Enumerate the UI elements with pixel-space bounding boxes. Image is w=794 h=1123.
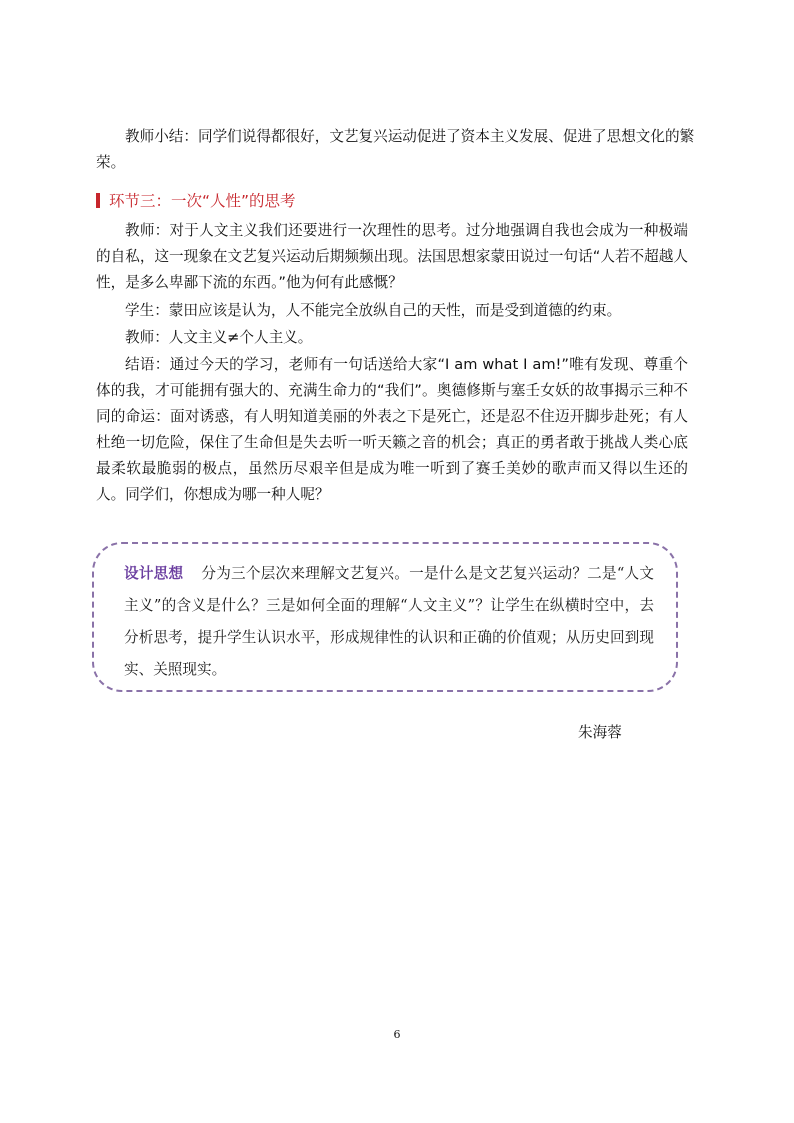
design-thought-body: 分为三个层次来理解文艺复兴。一是什么是文艺复兴运动？二是“人文主义”的含义是什么？三是如何全面的理解“人文主义”？让学生在纵横时空中，去分析思考，提升学生认识水平，形成规律性的认识和正确的价值观；从历史回到现实、关照现实。 — [124, 565, 654, 678]
design-thought-text — [124, 558, 654, 686]
section-heading — [96, 188, 296, 212]
design-thought-box — [92, 542, 678, 692]
conclusion-paragraph: 结语：通过今天的学习，老师有一句话送给大家“I am what I am!”唯有发现、尊重个体的我，才可能拥有强大的、充满生命力的“我们”。奥德修斯与塞壬女妖的故事揭示三种不同的命运：面对诱惑，有人明知道美丽的外表之下是死亡，还是忍不住迈开脚步赴死；有人杜绝一切危险，保住了生命但是失去听一听天籁之音的机会；真正的勇者敢于挑战人类心底最柔软最脆弱的极点，虽然历尽艰辛但是成为唯一听到了赛壬美妙的歌声而又得以生还的人。同学们，你想成为哪一种人呢？ — [96, 356, 688, 503]
design-thought-label: 设计思想 — [124, 565, 184, 582]
student-answer-paragraph: 学生：蒙田应该是认为，人不能完全放纵自己的天性，而是受到道德的约束。 — [125, 302, 622, 319]
section-title: 环节三：一次“人性”的思考 — [109, 192, 296, 210]
page-number: 6 — [393, 1028, 401, 1041]
section-marker-bar — [96, 193, 100, 208]
teacher-point-paragraph: 教师：人文主义≠个人主义。 — [125, 329, 313, 346]
summary-line-2: 荣。 — [96, 154, 126, 171]
author-name: 朱海蓉 — [578, 724, 622, 741]
summary-line-1: 教师小结：同学们说得都很好，文艺复兴运动促进了资本主义发展、促进了思想文化的繁 — [125, 128, 695, 145]
teacher-question-paragraph: 教师：对于人文主义我们还要进行一次理性的思考。过分地强调自我也会成为一种极端的自私，这一现象在文艺复兴运动后期频频出现。法国思想家蒙田说过一句话“人若不超越人性，是多么卑鄙下流的东西。”他为何有此感慨？ — [96, 222, 688, 291]
